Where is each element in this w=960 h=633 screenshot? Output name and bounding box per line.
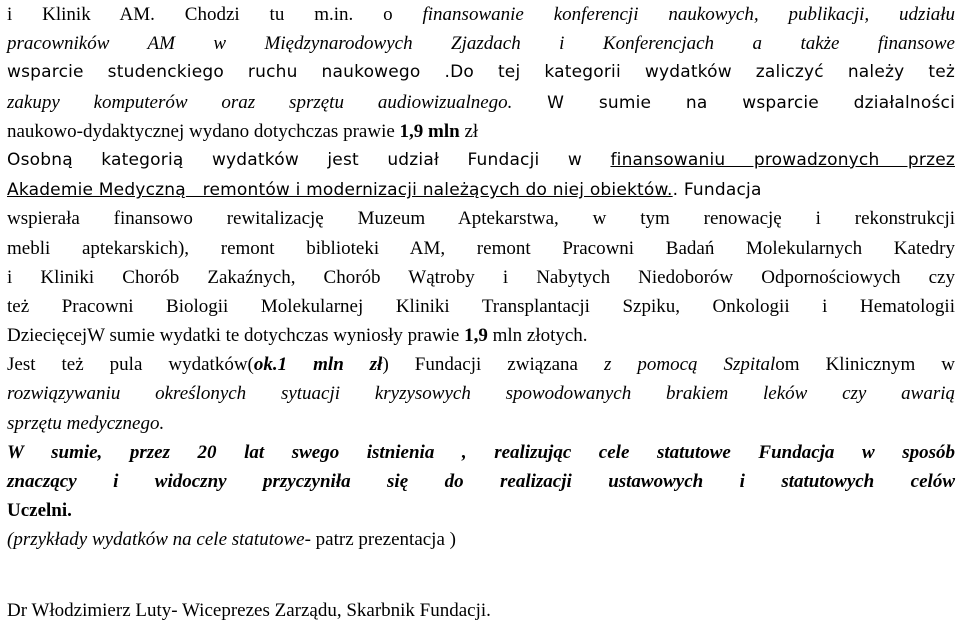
paragraph-2-line-5: i Kliniki Chorób Zakaźnych, Chorób Wątroby i Nabytych Niedoborów Odpornościowych czy [7, 266, 955, 288]
signature: Dr Włodzimierz Luty- Wiceprezes Zarządu, Skarbnik Fundacji. [7, 599, 491, 621]
paragraph-5-line-1 [7, 525, 955, 554]
text-run: om Klinicznym w [775, 354, 956, 376]
paragraph-4-line-2: znaczący i widoczny przyczyniła się do realizacji ustawowych i statutowych celów [7, 471, 955, 492]
text-run-underlined: finansowaniu prowadzonych przez [610, 149, 955, 170]
text-run-underlined: remontów i modernizacji należących do niej obiektów. [185, 180, 673, 201]
paragraph-4-line-3: Uczelni. [7, 500, 72, 522]
paragraph-1-line-1 [7, 0, 955, 29]
text-run-bold: 1,9 [464, 325, 488, 347]
text-run: Jest też pula wydatków( [7, 354, 254, 376]
text-run: DziecięcejW sumie wydatki te dotychczas wyniosły prawie [7, 325, 465, 347]
paragraph-1-line-3: wsparcie studenckiego ruchu naukowego .Do tej kategorii wydatków zaliczyć należy też [7, 62, 955, 83]
paragraph-2-line-3: wspierała finansowo rewitalizację Muzeum Aptekarstwa, w tym renowację i rekonstrukcji [7, 208, 955, 230]
paragraph-1-line-5 [7, 117, 955, 146]
paragraph-2-line-1 [7, 146, 955, 175]
text-run-bold: 1,9 mln [399, 120, 460, 142]
paragraph-1-line-4 [7, 88, 955, 117]
text-run: - patrz prezentacja ) [304, 529, 456, 551]
text-run-italic: z pomocą Szpital [603, 354, 776, 376]
paragraph-2-line-2 [7, 175, 955, 204]
text-run-italic: zakupy komputerów oraz sprzętu audiowizualnego. [7, 91, 513, 113]
text-run-underlined: Akademie Medyczną [7, 180, 186, 201]
text-run: zł [459, 120, 479, 142]
blank-line [7, 555, 955, 584]
text-run-italic: (przykłady wydatków na cele statutowe [7, 529, 305, 551]
text-run-sans: W sumie na wsparcie działalności [512, 92, 955, 113]
text-run: naukowo-dydaktycznej wydano dotychczas prawie [7, 120, 400, 142]
paragraph-3-line-1 [7, 350, 955, 379]
text-run-italic: finansowanie konferencji naukowych, publikacji, udziału [422, 4, 955, 25]
text-run: mln złotych. [487, 325, 588, 347]
paragraph-1-line-2: pracowników AM w Międzynarodowych Zjazdach i Konferencjach a także finansowe [7, 33, 955, 55]
text-run: ) Fundacji związana [382, 354, 604, 376]
paragraph-4-line-1: W sumie, przez 20 lat swego istnienia , realizując cele statutowe Fundacja w sposób [7, 441, 955, 463]
paragraph-2-line-4: mebli aptekarskich), remont biblioteki AM, remont Pracowni Badań Molekularnych Katedry [7, 237, 955, 259]
paragraph-3-line-3: sprzętu medycznego. [7, 412, 165, 434]
paragraph-3-line-2: rozwiązywaniu określonych sytuacji kryzysowych spowodowanych brakiem leków czy awarią [7, 383, 955, 405]
document-page [7, 0, 955, 625]
text-run-sans: Osobną kategorią wydatków jest udział Fundacji w [7, 149, 611, 170]
paragraph-2-line-6: też Pracowni Biologii Molekularnej Kliniki Transplantacji Szpiku, Onkologii i Hematologii [7, 295, 955, 317]
paragraph-2-line-7 [7, 321, 955, 350]
text-run-bold-italic: ok.1 mln zł [253, 354, 383, 376]
text-run: i Klinik AM. Chodzi tu m.in. o [7, 4, 423, 25]
text-run-sans: . Fundacja [672, 180, 762, 201]
